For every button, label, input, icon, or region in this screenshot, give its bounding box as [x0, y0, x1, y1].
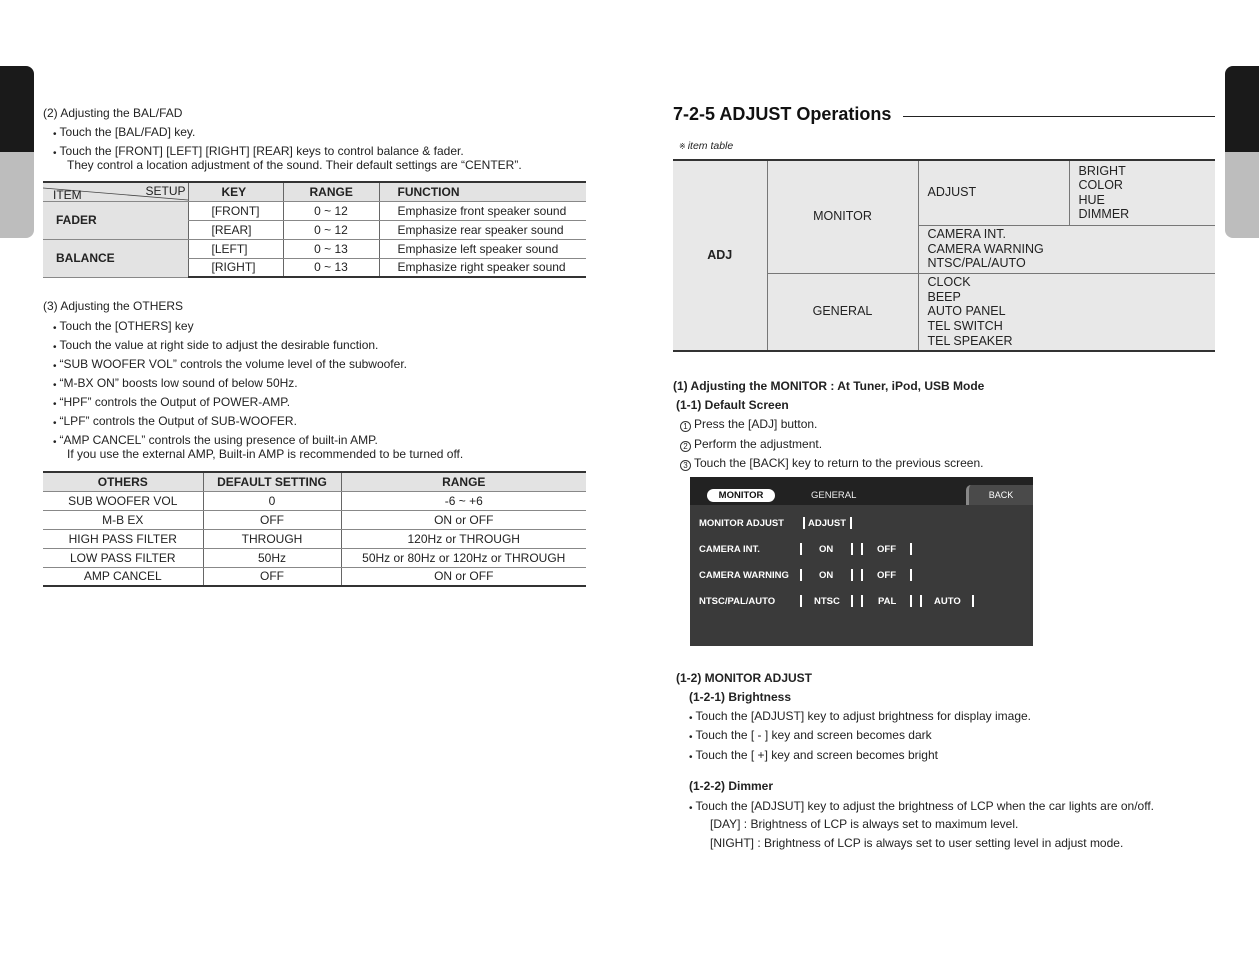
- table-cell: M-B EX: [43, 510, 203, 529]
- table-row: [43, 548, 586, 567]
- table-cell-range: 0 ~ 12: [283, 201, 379, 220]
- monitor-adjust-heading: (1-2) MONITOR ADJUST: [676, 671, 813, 685]
- others-table: [43, 471, 586, 587]
- table-cell: OFF: [203, 510, 341, 529]
- option-separator: [851, 595, 853, 607]
- option-separator: [910, 569, 912, 581]
- option-on[interactable]: ON: [819, 570, 834, 581]
- corner-item-label: ITEM: [53, 187, 82, 202]
- table-cell: 0: [203, 491, 341, 510]
- step-number-circle: 2: [680, 441, 691, 452]
- table-cell: OFF: [203, 567, 341, 586]
- table-cell: SUB WOOFER VOL: [43, 491, 203, 510]
- table-cell-range: 0 ~ 13: [283, 258, 379, 277]
- step-number-circle: 3: [680, 460, 691, 471]
- general-item: AUTO PANEL: [927, 304, 1006, 319]
- page-tab-gray-left: [0, 152, 34, 238]
- col-header-others: OTHERS: [43, 472, 203, 491]
- group-balance: BALANCE: [43, 239, 188, 277]
- note-marker-icon: ※: [679, 142, 686, 151]
- general-cell: GENERAL: [767, 273, 918, 351]
- others-bullet: • “M-BX ON” boosts low sound of below 50Hz.: [53, 376, 298, 390]
- step-text: Press the [ADJ] button.: [694, 417, 818, 431]
- balfad-table: [43, 181, 586, 278]
- others-bullet: • Touch the [OTHERS] key: [53, 319, 194, 333]
- option-separator: [920, 595, 922, 607]
- option-off[interactable]: OFF: [877, 570, 896, 581]
- option-off[interactable]: OFF: [877, 544, 896, 555]
- option-ntsc[interactable]: NTSC: [814, 596, 840, 607]
- brightness-bullet: • Touch the [ +] key and screen becomes bright: [689, 748, 938, 762]
- option-pal[interactable]: PAL: [878, 596, 897, 607]
- step-1: [680, 417, 817, 432]
- option-separator: [861, 595, 863, 607]
- device-screen: [690, 477, 1033, 646]
- balfad-heading: (2) Adjusting the BAL/FAD: [43, 106, 183, 120]
- dimmer-heading: (1-2-2) Dimmer: [689, 779, 774, 793]
- brightness-heading: (1-2-1) Brightness: [689, 690, 792, 704]
- table-row: [43, 567, 586, 586]
- col-header-function: FUNCTION: [379, 182, 586, 201]
- camera-item: CAMERA WARNING: [927, 241, 1044, 256]
- others-bullet: • “SUB WOOFER VOL” controls the volume level of the subwoofer.: [53, 357, 407, 371]
- table-cell: 120Hz or THROUGH: [341, 529, 586, 548]
- table-cell-function: Emphasize left speaker sound: [379, 239, 586, 258]
- table-cell-key: [REAR]: [188, 220, 283, 239]
- tab-monitor[interactable]: MONITOR: [707, 489, 775, 502]
- camera-item: CAMERA INT.: [927, 227, 1006, 242]
- option-on[interactable]: ON: [819, 544, 834, 555]
- page-tab-gray-right: [1225, 152, 1259, 238]
- option-separator: [861, 543, 863, 555]
- others-bullet: • “HPF” controls the Output of POWER-AMP.: [53, 395, 290, 409]
- default-screen-heading: (1-1) Default Screen: [676, 398, 789, 412]
- screen-row-label: CAMERA INT.: [699, 544, 760, 555]
- step-text: Perform the adjustment.: [694, 437, 823, 451]
- title-rule: [903, 116, 1215, 117]
- table-cell-function: Emphasize front speaker sound: [379, 201, 586, 220]
- option-separator: [910, 543, 912, 555]
- adjust-cell: ADJUST: [918, 160, 1069, 225]
- balfad-bullet-2: • Touch the [FRONT] [LEFT] [RIGHT] [REAR] keys to control balance & fader.: [53, 144, 464, 158]
- table-cell: HIGH PASS FILTER: [43, 529, 203, 548]
- balfad-continuation: They control a location adjustment of the sound. Their default settings are “CENTER”.: [67, 158, 522, 172]
- option-separator: [861, 569, 863, 581]
- monitor-heading: (1) Adjusting the MONITOR : At Tuner, iPod, USB Mode: [673, 379, 985, 393]
- general-item: BEEP: [927, 289, 961, 304]
- brightness-bullet: • Touch the [ - ] key and screen becomes dark: [689, 728, 932, 742]
- table-cell: AMP CANCEL: [43, 567, 203, 586]
- option-separator: [800, 543, 802, 555]
- others-heading: (3) Adjusting the OTHERS: [43, 299, 184, 313]
- table-cell: 50Hz or 80Hz or 120Hz or THROUGH: [341, 548, 586, 567]
- adjust-items-cell: [1069, 160, 1215, 225]
- adj-root-cell: ADJ: [673, 160, 767, 351]
- step-3: [680, 456, 983, 471]
- step-2: [680, 437, 822, 452]
- page-tab-dark-left: [0, 66, 34, 152]
- table-row: [43, 510, 586, 529]
- table-cell: -6 ~ +6: [341, 491, 586, 510]
- option-separator: [803, 517, 805, 529]
- brightness-bullet: • Touch the [ADJUST] key to adjust brightness for display image.: [689, 709, 1031, 723]
- corner-setup-label: SETUP: [145, 184, 186, 198]
- others-bullet: • Touch the value at right side to adjust the desirable function.: [53, 338, 378, 352]
- others-bullet: • “LPF” controls the Output of SUB-WOOFER.: [53, 414, 297, 428]
- adjust-item: COLOR: [1078, 178, 1123, 193]
- dimmer-night: [NIGHT] : Brightness of LCP is always set to user setting level in adjust mode.: [710, 836, 1124, 850]
- back-button[interactable]: BACK: [966, 485, 1033, 505]
- adjust-item: HUE: [1078, 192, 1105, 207]
- table-cell: 50Hz: [203, 548, 341, 567]
- camera-item: NTSC/PAL/AUTO: [927, 256, 1026, 271]
- others-continuation: If you use the external AMP, Built-in AMP is recommended to be turned off.: [67, 447, 464, 461]
- screen-row-label: NTSC/PAL/AUTO: [699, 596, 776, 607]
- option-separator: [972, 595, 974, 607]
- table-corner-cell: [43, 182, 188, 201]
- table-cell-function: Emphasize rear speaker sound: [379, 220, 586, 239]
- table-cell-function: Emphasize right speaker sound: [379, 258, 586, 277]
- table-row: [43, 529, 586, 548]
- table-cell-key: [FRONT]: [188, 201, 283, 220]
- group-fader: FADER: [43, 201, 188, 239]
- table-cell: LOW PASS FILTER: [43, 548, 203, 567]
- col-header-default: DEFAULT SETTING: [203, 472, 341, 491]
- option-separator: [851, 543, 853, 555]
- table-row: [43, 491, 586, 510]
- option-separator: [850, 517, 852, 529]
- col-header-range: RANGE: [283, 182, 379, 201]
- general-items-cell: [918, 273, 1215, 351]
- balfad-bullet-1: • Touch the [BAL/FAD] key.: [53, 125, 195, 139]
- option-separator: [800, 595, 802, 607]
- table-cell-key: [LEFT]: [188, 239, 283, 258]
- table-cell-range: 0 ~ 13: [283, 239, 379, 258]
- table-cell: ON or OFF: [341, 510, 586, 529]
- option-adjust[interactable]: ADJUST: [808, 518, 847, 529]
- adj-item-table: [673, 159, 1215, 352]
- section-title: 7-2-5 ADJUST Operations: [673, 104, 892, 124]
- screen-row-label: CAMERA WARNING: [699, 570, 789, 581]
- table-cell: ON or OFF: [341, 567, 586, 586]
- item-table-note: [679, 140, 733, 152]
- step-text: Touch the [BACK] key to return to the previous screen.: [694, 456, 984, 470]
- adjust-item: BRIGHT: [1078, 163, 1126, 178]
- general-item: TEL SPEAKER: [927, 333, 1013, 348]
- col-header-key: KEY: [188, 182, 283, 201]
- item-table-note-text: item table: [687, 140, 734, 152]
- option-auto[interactable]: AUTO: [934, 596, 961, 607]
- general-item: CLOCK: [927, 275, 971, 290]
- option-separator: [851, 569, 853, 581]
- others-bullet: • “AMP CANCEL” controls the using presence of built-in AMP.: [53, 433, 378, 447]
- table-cell: THROUGH: [203, 529, 341, 548]
- screen-row-label: MONITOR ADJUST: [699, 518, 784, 529]
- camera-items-cell: [918, 225, 1215, 273]
- col-header-range: RANGE: [341, 472, 586, 491]
- general-item: TEL SWITCH: [927, 319, 1003, 334]
- table-cell-key: [RIGHT]: [188, 258, 283, 277]
- table-cell-range: 0 ~ 12: [283, 220, 379, 239]
- step-number-circle: 1: [680, 421, 691, 432]
- option-separator: [800, 569, 802, 581]
- dimmer-day: [DAY] : Brightness of LCP is always set to maximum level.: [710, 817, 1019, 831]
- tab-general[interactable]: GENERAL: [811, 490, 857, 501]
- monitor-cell: MONITOR: [767, 160, 918, 273]
- page-tab-dark-right: [1225, 66, 1259, 152]
- dimmer-bullet: • Touch the [ADJSUT] key to adjust the brightness of LCP when the car lights are on/off.: [689, 799, 1154, 813]
- adjust-item: DIMMER: [1078, 207, 1130, 222]
- option-separator: [910, 595, 912, 607]
